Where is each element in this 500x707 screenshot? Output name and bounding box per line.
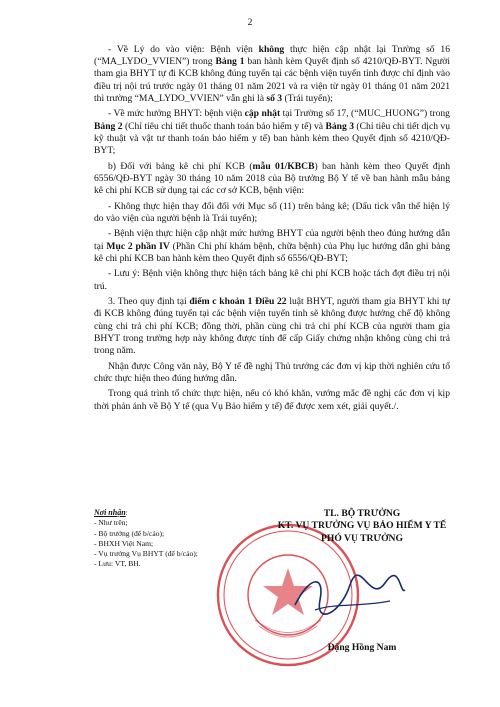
text-run: ) ban hành kèm theo Quyết định 6556/QĐ-BYT ngày 30 tháng 10 năm 2018 của Bộ trưởng Bộ Y tế về ban hành mẫu bảng kê chi phí KCB sử dụng tại các cơ sở KCB, bệnh viện: [94, 160, 450, 197]
body-paragraph [94, 44, 450, 105]
recipients-block: Nơi nhận: - Như trên; - Bộ trưởng (để b/cáo); - BHXH Việt Nam; - Vụ trưởng Vụ BHYT (để b/cáo); - Lưu: VT, BH. [94, 508, 244, 570]
emphasis-text: cập nhật [244, 108, 281, 120]
text-run: b) Đối với bảng kê chi phí KCB ( [108, 160, 253, 172]
text-run: tại Trường số 17, (“MUC_HUONG”) trong [280, 108, 450, 120]
body-paragraph [94, 161, 450, 198]
handwritten-signature-icon [290, 565, 410, 625]
body-paragraph [94, 388, 450, 412]
text-run: - Về Lý do vào viện: Bệnh viện [108, 44, 259, 55]
text-run: (Phần Chi phí khám bệnh, chữa bệnh) của Phụ lục hướng dẫn ghi bảng kê chi phí KCB ban hành kèm theo Quyết định số 6556/QĐ-BYT; [94, 240, 450, 264]
text-run: - Không thực hiện thay đổi đối với Mục số (11) trên bảng kê; (Dấu tick vẫn thể hiện lý do vào viện của người bệnh là Trái tuyến); [94, 200, 450, 224]
page-number: 2 [247, 18, 253, 28]
text-run: - Về mức hưởng BHYT: bệnh viện [108, 108, 245, 120]
signature-block [252, 508, 472, 653]
emphasis-text: không [258, 44, 285, 55]
emphasis-text: mẫu 01/KBCB [252, 160, 315, 172]
text-run: thực hiện cập nhật lại Trường số 16 (“MA_LYDO_VVIEN”) trong [94, 44, 450, 68]
signer-line-2: KT. VỤ TRƯỞNG VỤ BẢO HIỂM Y TẾ [277, 520, 447, 532]
text-run: ban hành kèm Quyết định số 4210/QĐ-BYT. Người tham gia BHYT tự đi KCB không đúng tuyến tại các bệnh viện tuyến tỉnh được chỉ định vào điều trị nội trú trước ngày 01 tháng 01 năm 2021 và ra viện từ ngày 01 tháng 01 năm 2021 thì trường “MA_LYDO_VVIEN” vẫn ghi là [94, 56, 451, 104]
body-paragraph [94, 201, 450, 225]
emphasis-text: Mục 2 phần IV [106, 240, 170, 252]
recipient-item: - Lưu: VT, BH. [94, 559, 141, 569]
emphasis-text: Bảng 3 [325, 120, 355, 132]
body-paragraph [94, 268, 450, 292]
recipient-item: - BHXH Việt Nam; [94, 538, 154, 548]
recipient-item: - Vụ trưởng Vụ BHYT (để b/cáo); [94, 549, 198, 559]
emphasis-text: Bảng 2 [94, 120, 123, 132]
text-run: 3. Theo quy định tại [108, 296, 190, 308]
text-run: - Lưu ý: Bệnh viện không thực hiện tách bảng kê chi phí KCB hoặc tách đợt điều trị nội trú. [94, 268, 450, 292]
text-run: Nhận được Công văn này, Bộ Y tế đề nghị Thủ trưởng các đơn vị kịp thời nghiên cứu tổ chức thực hiện theo đúng hướng dẫn. [94, 360, 450, 384]
document-body [94, 44, 450, 416]
text-run: (Trái tuyến); [282, 92, 333, 104]
text-run: Trong quá trình tổ chức thực hiện, nếu có khó khăn, vướng mắc đề nghị các đơn vị kịp thời phản ánh về Bộ Y tế (qua Vụ Bảo hiểm y tế) để được xem xét, giải quyết./. [94, 388, 450, 412]
text-run: - Bệnh viện thực hiện cập nhật mức hưởng BHYT của người bệnh theo đúng hướng dẫn tại [94, 228, 450, 252]
signer-line-1: TL. BỘ TRƯỞNG [323, 508, 401, 519]
recipient-item: - Như trên; [94, 518, 128, 528]
text-run: (Chỉ tiêu chi tiết dịch vụ kỹ thuật và vật tư thanh toán bảo hiểm y tế) ban hành kèm theo Quyết định số 4210/QĐ-BYT; [94, 120, 451, 157]
body-paragraph [94, 361, 450, 385]
emphasis-text: điểm c khoản 1 Điều 22 [189, 296, 287, 308]
emphasis-text: số 3 [266, 92, 283, 104]
body-paragraph [94, 228, 450, 265]
emphasis-text: Bảng 1 [215, 56, 245, 68]
body-paragraph [94, 296, 450, 357]
recipient-item: - Bộ trưởng (để b/cáo); [94, 528, 165, 538]
recipients-title: Nơi nhận [94, 508, 126, 517]
signer-name: Đặng Hồng Nam [327, 642, 397, 653]
text-run: (Chỉ tiêu chi tiết thuốc thanh toán bảo hiểm y tế) và [122, 120, 326, 132]
text-run: luật BHYT, người tham gia BHYT khi tự đi KCB không đúng tuyến tại các bệnh viện tuyến tỉnh sẽ không được hưởng chế độ không cùng chi trả chi phí KCB; đồng thời, phần cùng chi trả chi phí KCB của người tham gia BHYT trong trường hợp này không được tính để cấp Giấy chứng nhận không cùng chi trả trong năm. [94, 296, 451, 357]
signer-line-3: PHÓ VỤ TRƯỞNG [321, 532, 403, 544]
body-paragraph [94, 108, 450, 157]
